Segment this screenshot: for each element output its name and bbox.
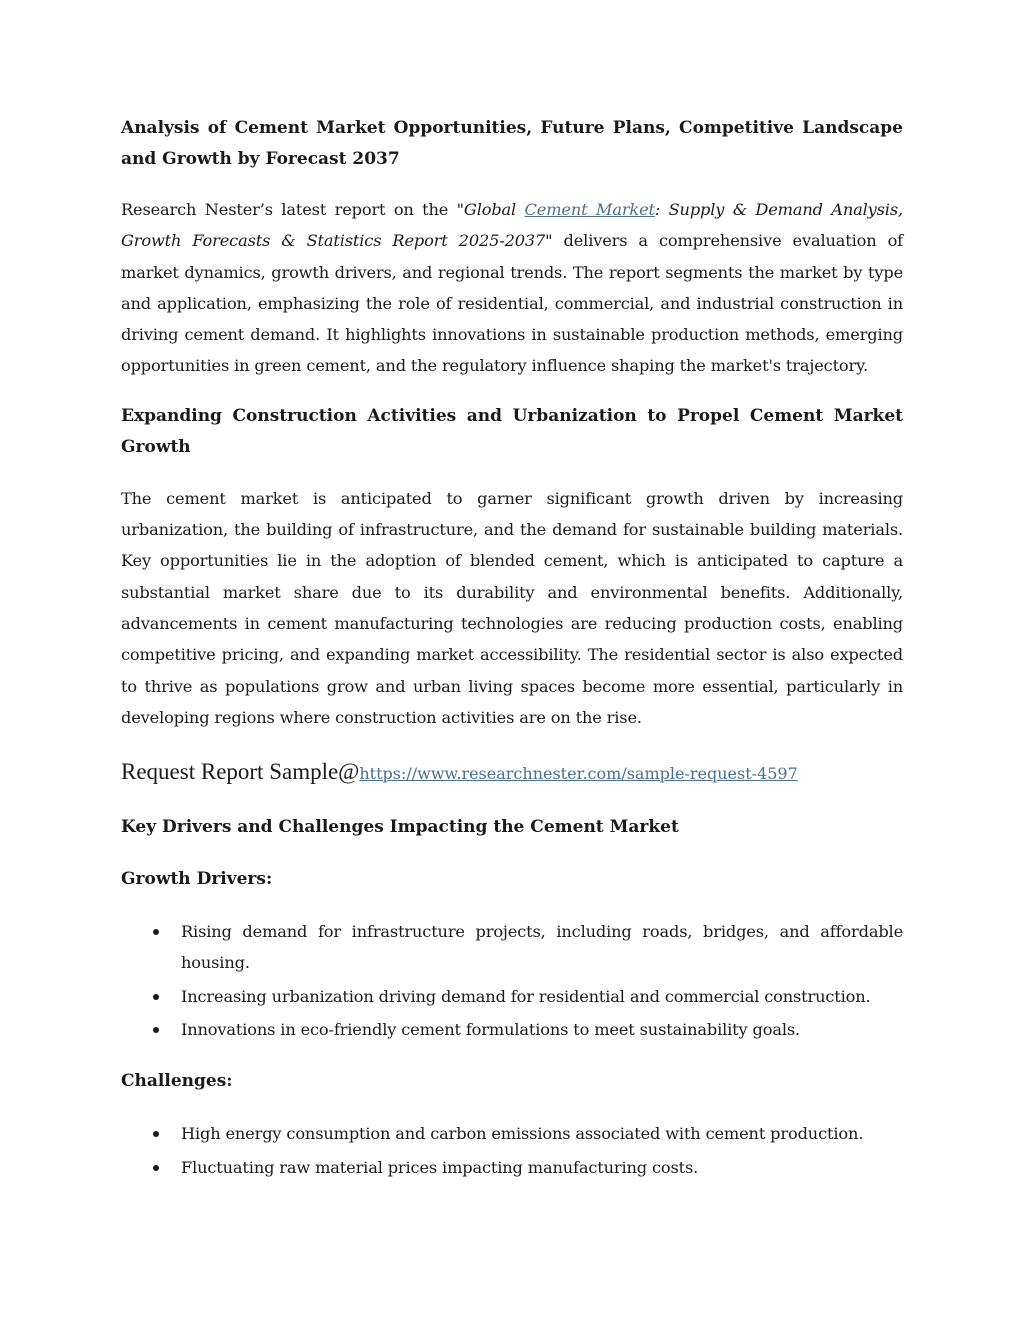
report-title-open: "Global <box>456 200 525 219</box>
challenges-list <box>121 1118 903 1183</box>
list-item <box>121 916 903 979</box>
list-item <box>121 981 903 1012</box>
list-item-text: Innovations in eco-friendly cement formulations to meet sustainability goals. <box>181 1020 801 1040</box>
intro-paragraph <box>121 194 903 382</box>
bullet-icon <box>153 1027 159 1033</box>
challenges-heading: Challenges: <box>121 1071 233 1092</box>
cement-market-link[interactable]: Cement Market <box>524 200 655 219</box>
report-title-rest: : Supply & Demand Analysis, Growth Forecasts & Statistics Report 2025-2037" <box>121 200 903 251</box>
list-item-text: Rising demand for infrastructure projects, including roads, bridges, and affordable housing. <box>181 922 903 973</box>
list-item-text: High energy consumption and carbon emissions associated with cement production. <box>181 1124 864 1144</box>
bullet-icon <box>153 1131 159 1137</box>
bullet-icon <box>153 1165 159 1171</box>
section-heading-drivers-challenges: Key Drivers and Challenges Impacting the Cement Market <box>121 817 679 838</box>
sample-request-link[interactable]: https://www.researchnester.com/sample-request-4597 <box>359 764 798 784</box>
list-item <box>121 1152 903 1183</box>
bullet-icon <box>153 994 159 1000</box>
intro-text-end: delivers a comprehensive evaluation of market dynamics, growth drivers, and regional trends. The report segments the market by type and application, emphasizing the role of residential, commercial, and industrial construction in driving cement demand. It highlights innovations in sustainable production methods, emerging opportunities in green cement, and the regulatory influence shaping the market's trajectory. <box>121 231 904 376</box>
growth-drivers-heading: Growth Drivers: <box>121 869 273 890</box>
request-sample-label: Request Report Sample@ <box>121 759 360 785</box>
request-sample-line <box>121 756 903 790</box>
document-title: Analysis of Cement Market Opportunities, Future Plans, Competitive Landscape and Growth by Forecast 2037 <box>121 118 903 169</box>
intro-text-start: Research Nester’s latest report on the <box>121 200 457 219</box>
construction-paragraph: The cement market is anticipated to garner significant growth driven by increasing urbanization, the building of infrastructure, and the demand for sustainable building materials. Key opportunities lie in the adoption of blended cement, which is anticipated to capture a substantial market share due to its durability and environmental benefits. Additionally, advancements in cement manufacturing technologies are reducing production costs, enabling competitive pricing, and expanding market accessibility. The residential sector is also expected to thrive as populations grow and urban living spaces become more essential, particularly in developing regions where construction activities are on the rise. <box>121 488 903 727</box>
section-heading-construction: Expanding Construction Activities and Urbanization to Propel Cement Market Growth <box>121 405 903 457</box>
bullet-icon <box>153 929 159 935</box>
growth-drivers-list <box>121 916 903 1045</box>
list-item <box>121 1014 903 1045</box>
list-item-text: Increasing urbanization driving demand for residential and commercial construction. <box>181 986 871 1006</box>
document-page <box>121 113 903 1183</box>
list-item-text: Fluctuating raw material prices impacting manufacturing costs. <box>181 1157 699 1177</box>
list-item <box>121 1118 903 1149</box>
